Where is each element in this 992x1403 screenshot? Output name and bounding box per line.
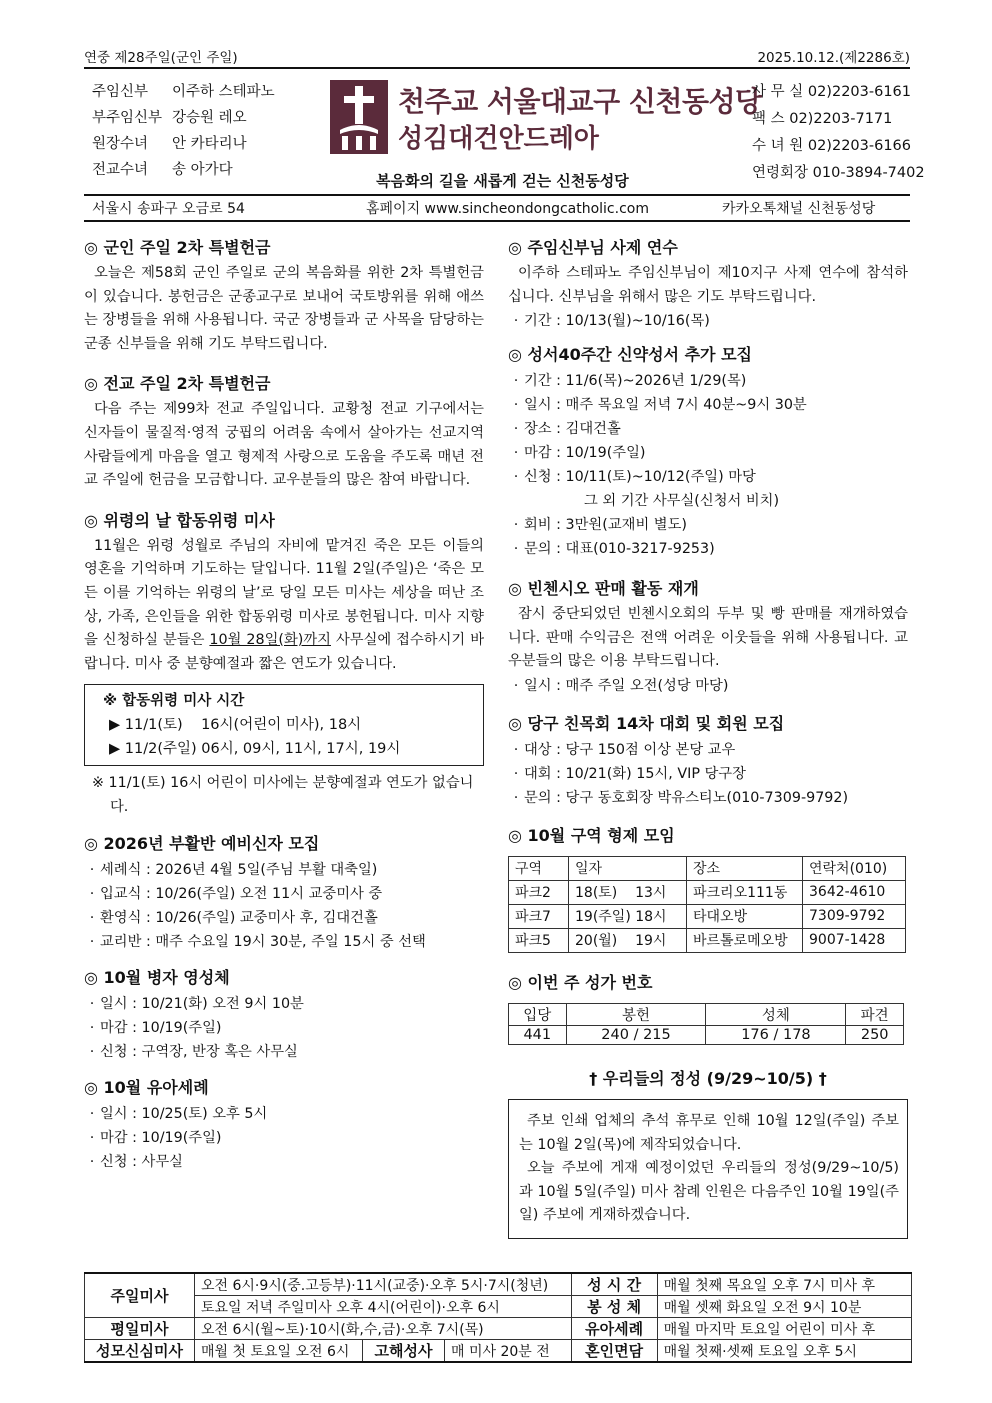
section-title: ◎ 2026년 부활반 예비신자 모집 xyxy=(84,833,320,853)
table-row xyxy=(85,1340,912,1363)
section-title: ◎ 전교 주일 2차 특별헌금 xyxy=(84,374,271,394)
table-header: 구역 xyxy=(509,856,569,880)
table-row xyxy=(85,1296,912,1318)
table-row xyxy=(509,1025,904,1044)
schedule-label: 성 시 간 xyxy=(571,1273,657,1296)
table-row xyxy=(509,904,906,928)
list-item: · 기간 : 11/6(목)~2026년 1/29(목) xyxy=(508,369,908,393)
list-item: · 신청 : 10/11(토)~10/12(주일) 마당 xyxy=(508,465,908,489)
contact-item: 연령회장 010-3894-7402 xyxy=(752,165,925,181)
table-header: 입당 xyxy=(509,1003,567,1025)
staff-item: 주임신부 이주하 스테파노 xyxy=(92,84,275,100)
section-title: ◎ 위령의 날 합동위령 미사 xyxy=(84,510,275,530)
sick-communion-list xyxy=(84,992,484,1064)
right-column xyxy=(508,234,908,1239)
schedule-value: 매월 첫째 목요일 오후 7시 미사 후 xyxy=(657,1273,911,1296)
schedule-label: 성모신심미사 xyxy=(85,1340,195,1363)
section-text: 오늘은 제58회 군인 주일로 군의 복음화를 위한 2차 특별헌금이 있습니다. 봉헌금은 군종교구로 보내어 국토방위를 위해 애쓰는 장병들을 위해 사용됩니다. 국군 장병들과 군 사목을 담당하는 군종 신부들을 위해 기도 부탁드립니다. xyxy=(84,265,484,352)
parish-name: 천주교 서울대교구 신천동성당 xyxy=(398,85,762,118)
table-cell: 9007-1428 xyxy=(803,928,906,952)
table-header: 봉헌 xyxy=(566,1003,706,1025)
table-header: 성체 xyxy=(706,1003,846,1025)
contact-list xyxy=(752,80,925,188)
list-item: · 마감 : 10/19(주일) xyxy=(84,1016,484,1040)
section-text: 11월은 위령 성월로 주님의 자비에 맡겨진 죽은 모든 이들의 영혼을 기억하며 기도하는 달입니다. 11월 2일(주일)은 ‘죽은 모든 이를 기억하는 위령의 날’로 당일 모든 미사는 세상을 떠난 조상, 가족, 은인들을 위한 합동위령 미사로 봉헌됩니다. 미사 지향을 신청하실 분들은 10월 28일(화)까지 사무실에 접수하시기 바랍니다. 미사 중 분향예절과 짧은 연도가 있습니다. xyxy=(84,537,485,672)
list-item: · 회비 : 3만원(교재비 별도) xyxy=(508,513,908,537)
issue-date: 2025.10.12.(제2286호) xyxy=(757,50,910,66)
section-title: ◎ 빈첸시오 판매 활동 재개 xyxy=(508,579,699,599)
list-item: · 대상 : 당구 150점 이상 본당 교우 xyxy=(508,738,908,762)
section-title: ◎ 10월 유아세례 xyxy=(84,1077,209,1097)
table-cell: 20(월) 19시 xyxy=(569,928,687,952)
table-header: 장소 xyxy=(687,856,803,880)
section-title: ◎ 이번 주 성가 번호 xyxy=(508,972,653,992)
list-item: · 마감 : 10/19(주일) xyxy=(84,1126,484,1150)
table-header: 연락처(010) xyxy=(803,856,906,880)
address: 서울시 송파구 오금로 54 xyxy=(92,201,245,217)
billiards-list xyxy=(508,738,908,810)
section-title: ◎ 당구 친목회 14차 대회 및 회원 모집 xyxy=(508,713,785,733)
hymn-table xyxy=(508,1003,904,1045)
table-cell: 파크리오111동 xyxy=(687,880,803,904)
divider xyxy=(84,220,910,222)
schedule-value: 매월 마지막 토요일 어린이 미사 후 xyxy=(657,1318,911,1340)
section-text: 다음 주는 제99차 전교 주일입니다. 교황청 전교 기구에서는 신자들이 물질적·영적 궁핍의 어려움 속에서 살아가는 선교지역 사람들에게 마음을 열고 형제적 사랑으로 도움을 주도록 매년 전교 주일에 헌금을 모금합니다. 교우분들의 많은 참여 바랍니다. xyxy=(84,401,484,489)
homepage-link[interactable]: 홈페이지 www.sincheondongcatholic.com xyxy=(366,201,649,217)
kakao-channel[interactable]: 카카오톡채널 신천동성당 xyxy=(722,201,876,217)
bible-study-list xyxy=(508,369,908,489)
section-title: ◎ 10월 병자 영성체 xyxy=(84,967,230,987)
schedule-value: 매월 셋째 화요일 오전 9시 10분 xyxy=(657,1296,911,1318)
divider xyxy=(84,194,910,196)
divider xyxy=(84,67,910,69)
table-cell: 7309-9792 xyxy=(803,904,906,928)
list-item: · 문의 : 대표(010-3217-9253) xyxy=(508,537,908,561)
table-cell: 441 xyxy=(509,1025,567,1044)
parish-patron: 성김대건안드레아 xyxy=(398,124,599,154)
schedule-value: 매월 첫 토요일 오전 6시 xyxy=(195,1340,363,1363)
table-cell: 19(주일) 18시 xyxy=(569,904,687,928)
staff-item: 원장수녀 안 카타리나 xyxy=(92,136,247,152)
offering-notice-box xyxy=(508,1099,908,1239)
table-header: 일자 xyxy=(569,856,687,880)
staff-list xyxy=(92,80,275,184)
list-item: · 대회 : 10/21(화) 15시, VIP 당구장 xyxy=(508,762,908,786)
schedule-value: 매월 첫째·셋째 토요일 오후 5시 xyxy=(657,1340,911,1363)
list-item: · 일시 : 10/25(토) 오후 5시 xyxy=(84,1102,484,1126)
section-title: ◎ 군인 주일 2차 특별헌금 xyxy=(84,238,271,257)
schedule-value: 토요일 저녁 주일미사 오후 4시(어린이)·오후 6시 xyxy=(195,1296,572,1318)
table-cell: 파크7 xyxy=(509,904,569,928)
section-title: ◎ 성서40주간 신약성서 추가 모집 xyxy=(508,345,752,365)
district-meeting-table xyxy=(508,856,906,953)
notice-text: 오늘 주보에 게재 예정이었던 우리들의 정성(9/29~10/5)과 10월 5일(주일) 미사 참례 인원은 다음주인 10월 19일(주일) 주보에 게재하겠습니다. xyxy=(519,1160,899,1224)
header-top-row xyxy=(84,46,910,66)
table-cell: 240 / 215 xyxy=(566,1025,706,1044)
section-title: ◎ 10월 구역 형제 모임 xyxy=(508,825,675,845)
parish-logo-icon xyxy=(330,80,388,154)
catechumen-list xyxy=(84,858,484,954)
staff-item: 부주임신부 강승원 레오 xyxy=(92,110,247,126)
staff-item: 전교수녀 송 아가다 xyxy=(92,162,233,178)
infant-baptism-list xyxy=(84,1102,484,1174)
table-row xyxy=(509,880,906,904)
table-row xyxy=(85,1273,912,1296)
memorial-mass-box xyxy=(84,684,484,766)
table-row xyxy=(85,1318,912,1340)
table-cell: 바르톨로메오방 xyxy=(687,928,803,952)
table-cell: 3642-4610 xyxy=(803,880,906,904)
table-cell: 250 xyxy=(846,1025,904,1044)
schedule-label: 유아세례 xyxy=(571,1318,657,1340)
list-item: · 일시 : 매주 주일 오전(성당 마당) xyxy=(508,674,908,698)
list-item: · 세례식 : 2026년 4월 5일(주님 부활 대축일) xyxy=(84,858,484,882)
list-item: · 기간 : 10/13(월)~10/16(목) xyxy=(508,309,908,333)
list-item-continued: 그 외 기간 사무실(신청서 비치) xyxy=(584,493,780,510)
list-item: · 일시 : 매주 목요일 저녁 7시 40분~9시 30분 xyxy=(508,393,908,417)
schedule-label: 혼인면담 xyxy=(571,1340,657,1363)
schedule-label: 봉 성 체 xyxy=(571,1296,657,1318)
list-item: · 마감 : 10/19(주일) xyxy=(508,441,908,465)
list-item: · 신청 : 구역장, 반장 혹은 사무실 xyxy=(84,1040,484,1064)
vincent-list xyxy=(508,674,908,698)
box-title: ※ 합동위령 미사 시간 xyxy=(103,693,245,710)
mass-schedule-table xyxy=(84,1272,912,1363)
section-text: 잠시 중단되었던 빈첸시오회의 두부 및 빵 판매를 재개하였습니다. 판매 수익금은 전액 어려운 이웃들을 위해 사용됩니다. 교우분들의 많은 이용 부탁드립니다. xyxy=(508,606,908,670)
table-cell: 파크5 xyxy=(509,928,569,952)
section-text: 이주하 스테파노 주임신부님이 제10지구 사제 연수에 참석하십니다. 신부님을 위해서 많은 기도 부탁드립니다. xyxy=(508,265,908,305)
table-cell: 파크2 xyxy=(509,880,569,904)
notice-text: 주보 인쇄 업체의 추석 휴무로 인해 10월 12일(주일) 주보는 10월 2일(목)에 제작되었습니다. xyxy=(519,1112,899,1153)
bible-study-list-2 xyxy=(508,513,908,561)
left-column xyxy=(84,234,484,1174)
section-title: † 우리들의 정성 (9/29~10/5) † xyxy=(589,1068,827,1088)
liturgical-day: 연중 제28주일(군인 주일) xyxy=(84,50,238,66)
list-item: · 장소 : 김대건홀 xyxy=(508,417,908,441)
box-line: ▶ 11/2(주일) 06시, 09시, 11시, 17시, 19시 xyxy=(109,741,401,758)
schedule-value: 매 미사 20분 전 xyxy=(445,1340,572,1363)
schedule-label: 주일미사 xyxy=(85,1273,195,1318)
contact-item: 수 녀 원 02)2203-6166 xyxy=(752,138,912,154)
list-item: · 문의 : 당구 동호회장 박유스티노(010-7309-9792) xyxy=(508,786,908,810)
section-title: ◎ 주임신부님 사제 연수 xyxy=(508,238,678,257)
table-header-row xyxy=(509,1003,904,1025)
table-cell: 18(토) 13시 xyxy=(569,880,687,904)
parish-motto: 복음화의 길을 새롭게 걷는 신천동성당 xyxy=(376,172,629,190)
table-header-row xyxy=(509,856,906,880)
box-line: ▶ 11/1(토) 16시(어린이 미사), 18시 xyxy=(109,717,362,734)
schedule-value: 오전 6시(월~토)·10시(화,수,금)·오후 7시(목) xyxy=(195,1318,572,1340)
box-note: ※ 11/1(토) 16시 어린이 미사에는 분향예절과 연도가 없습니다. xyxy=(92,775,474,815)
list-item: · 일시 : 10/21(화) 오전 9시 10분 xyxy=(84,992,484,1016)
schedule-value: 오전 6시·9시(중.고등부)·11시(교중)·오후 5시·7시(청년) xyxy=(195,1273,572,1296)
schedule-label: 고해성사 xyxy=(363,1340,445,1363)
list-item: · 교리반 : 매주 수요일 19시 30분, 주일 15시 중 선택 xyxy=(84,930,484,954)
schedule-label: 평일미사 xyxy=(85,1318,195,1340)
table-cell: 176 / 178 xyxy=(706,1025,846,1044)
table-row xyxy=(509,928,906,952)
contact-item: 팩 스 02)2203-7171 xyxy=(752,111,893,127)
table-cell: 타대오방 xyxy=(687,904,803,928)
table-header: 파견 xyxy=(846,1003,904,1025)
list-item: · 입교식 : 10/26(주일) 오전 11시 교중미사 중 xyxy=(84,882,484,906)
list-item: · 환영식 : 10/26(주일) 교중미사 후, 김대건홀 xyxy=(84,906,484,930)
list-item: · 신청 : 사무실 xyxy=(84,1150,484,1174)
contact-item: 사 무 실 02)2203-6161 xyxy=(752,84,912,100)
retreat-list xyxy=(508,309,908,333)
